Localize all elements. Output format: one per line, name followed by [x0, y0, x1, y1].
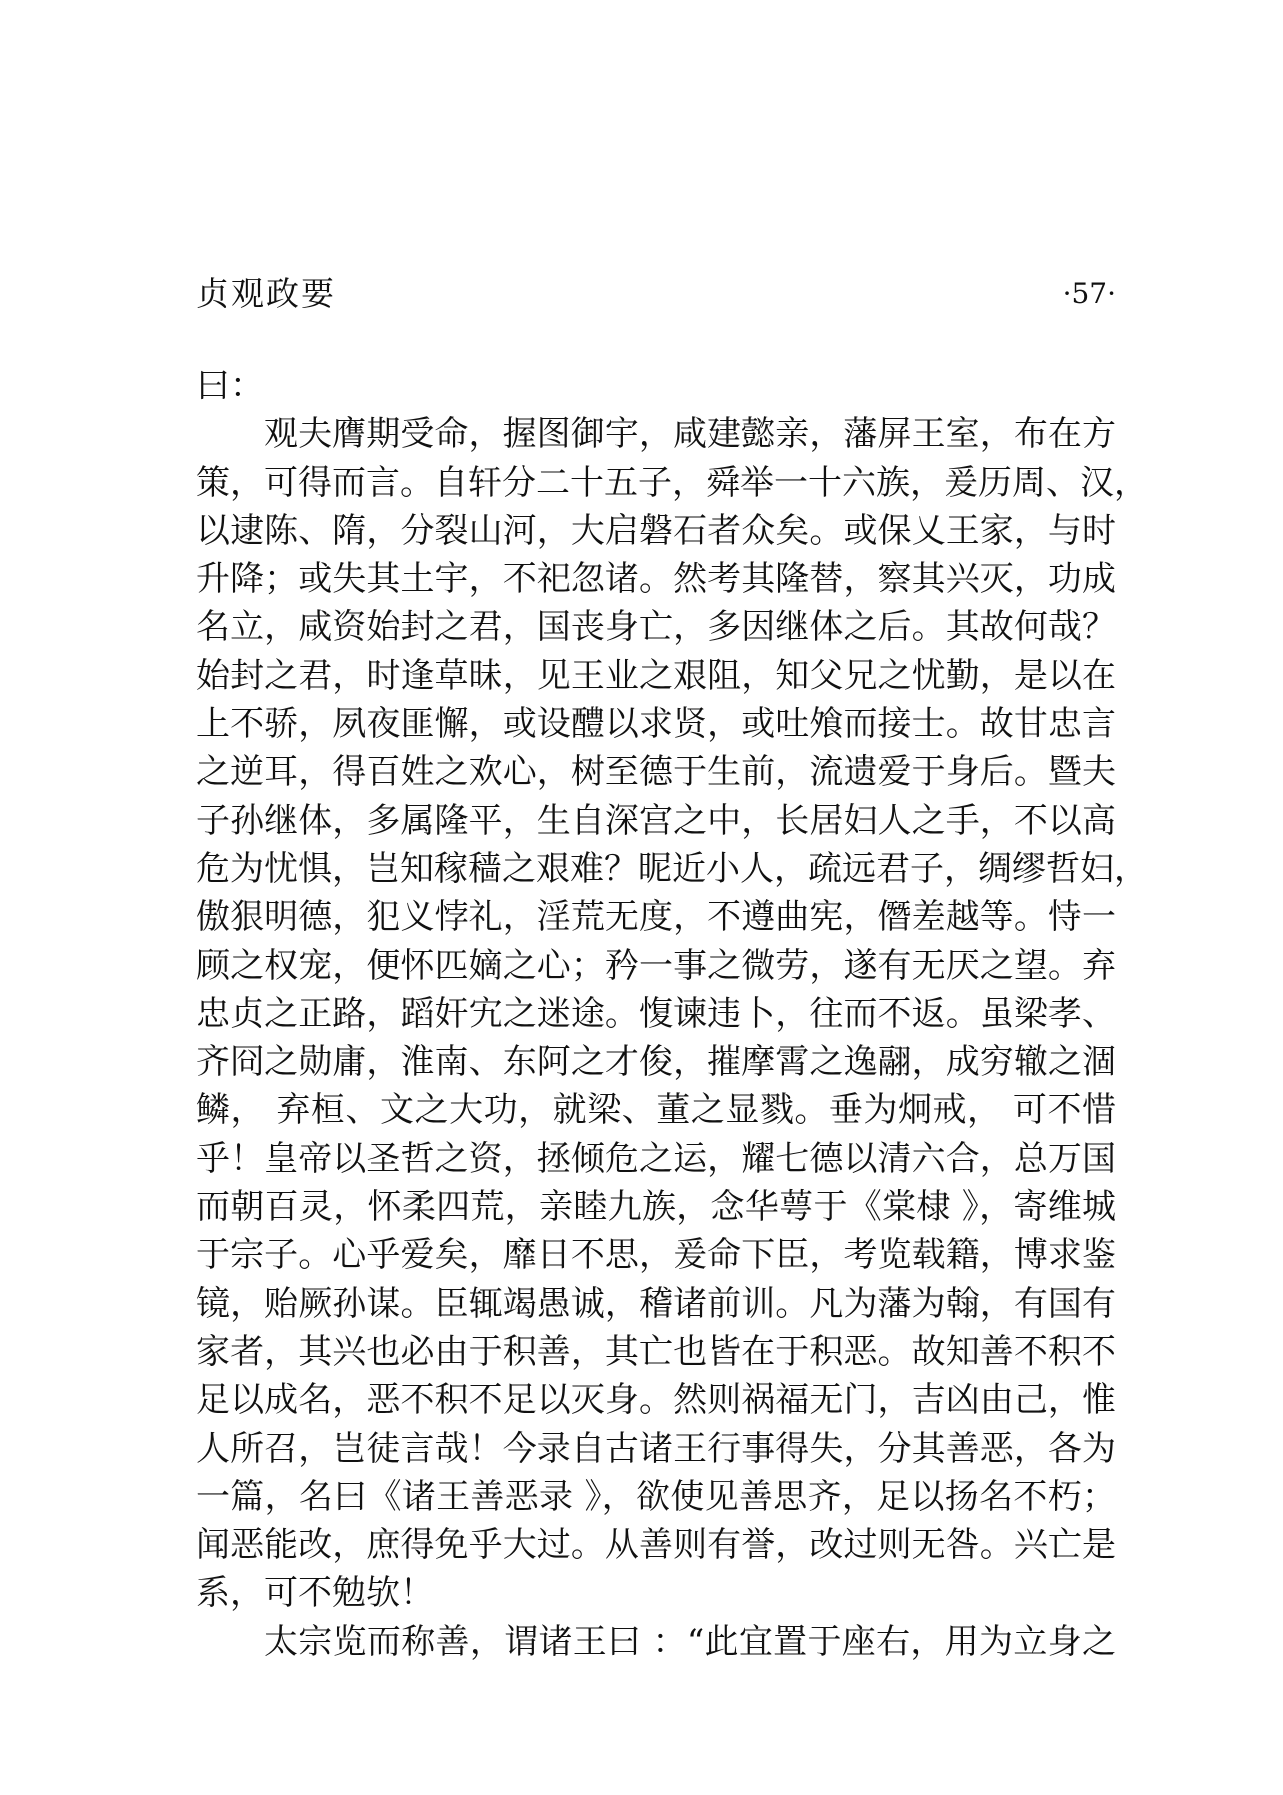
- text-line: 一篇，名曰《诸王善恶录 》，欲使见善思齐，足以扬名不朽；: [196, 1476, 1116, 1517]
- body-text: [196, 362, 1148, 1666]
- text-line: 危为忧惧，岂知稼穑之艰难？昵近小人，疏远君子，绸缪哲妇，: [196, 848, 1148, 889]
- book-title: 贞观政要: [196, 274, 336, 313]
- text-line: 名立，咸资始封之君，国丧身亡，多因继体之后。其故何哉？: [196, 607, 1116, 648]
- text-line: 家者，其兴也必由于积善，其亡也皆在于积恶。故知善不积不: [196, 1331, 1116, 1372]
- text-line: 齐冏之勋庸，淮南、东阿之才俊，摧摩霄之逸翮，成穷辙之涸: [196, 1042, 1116, 1083]
- text-line: 人所召，岂徒言哉！今录自古诸王行事得失，分其善恶，各为: [196, 1428, 1116, 1469]
- text-line: 上不骄，夙夜匪懈，或设醴以求贤，或吐飧而接士。故甘忠言: [196, 704, 1116, 745]
- text-line: 始封之君，时逢草昧，见王业之艰阻，知父兄之忧勤，是以在: [196, 655, 1116, 696]
- text-line: 乎！皇帝以圣哲之资，拯倾危之运，耀七德以清六合，总万国: [196, 1138, 1116, 1179]
- text-line: 足以成名，恶不积不足以灭身。然则祸福无门，吉凶由己，惟: [196, 1380, 1116, 1421]
- text-line: 傲狠明德，犯义悖礼，淫荒无度，不遵曲宪，僭差越等。恃一: [196, 897, 1116, 938]
- text-line: 而朝百灵，怀柔四荒，亲睦九族，念华萼于《棠棣 》，寄维城: [196, 1187, 1116, 1228]
- text-line: 于宗子。心乎爱矣，靡日不思，爰命下臣，考览载籍，博求鉴: [196, 1235, 1116, 1276]
- text-line: 观夫膺期受命，握图御宇，咸建懿亲，藩屏王室，布在方: [264, 414, 1116, 455]
- text-line: 系，可不勉欤！: [196, 1573, 434, 1614]
- text-line: 太宗览而称善，谓诸王曰 ：“此宜置于座右，用为立身之: [264, 1621, 1116, 1662]
- text-line: 镜，贻厥孙谋。臣辄竭愚诚，稽诸前训。凡为藩为翰，有国有: [196, 1283, 1116, 1324]
- text-line: 策，可得而言。自轩分二十五子，舜举一十六族，爰历周、汉，: [196, 462, 1148, 503]
- text-line: 闻恶能改，庶得免乎大过。从善则有誉，改过则无咎。兴亡是: [196, 1525, 1116, 1566]
- text-line: 忠贞之正路，蹈奸宄之迷途。愎谏违卜，往而不返。虽梁孝、: [196, 993, 1116, 1034]
- text-line: 曰：: [196, 366, 264, 406]
- page-number: ·57·: [1062, 277, 1116, 310]
- running-header: [196, 272, 1116, 316]
- text-line: 子孙继体，多属隆平，生自深宫之中，长居妇人之手，不以高: [196, 800, 1116, 841]
- text-line: 鳞， 弃桓、文之大功，就梁、董之显戮。垂为炯戒， 可不惜: [196, 1090, 1116, 1131]
- text-line: 之逆耳，得百姓之欢心，树至德于生前，流遗爱于身后。暨夫: [196, 752, 1116, 793]
- text-line: 升降；或失其土宇，不祀忽诸。然考其隆替，察其兴灭，功成: [196, 559, 1116, 600]
- text-line: 顾之权宠，便怀匹嫡之心；矜一事之微劳，遂有无厌之望。弃: [196, 945, 1116, 986]
- text-line: 以逮陈、隋，分裂山河，大启磐石者众矣。或保乂王家，与时: [196, 510, 1116, 551]
